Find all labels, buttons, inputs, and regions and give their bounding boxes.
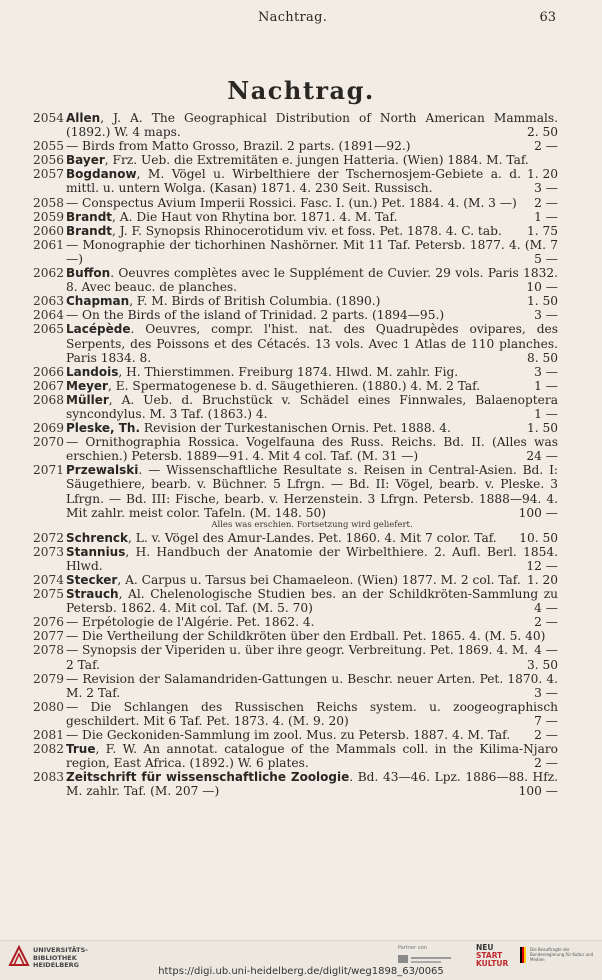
entry-text: , J. F. Synopsis Rhinocerotidum viv. et foss. Pet. 1878. 4. C. tab. [112,223,502,238]
entry-body [66,742,558,770]
entry-body [66,531,558,545]
entry-number: 2061 [33,237,65,252]
entry-author: Landois [66,364,119,379]
university-library-logo-icon [8,945,30,967]
catalogue-entry [0,294,602,308]
entry-price: 1 — [534,209,558,224]
entry-body [66,238,558,266]
entry-price: 3 — [534,181,558,196]
entry-price: 1 — [534,378,558,393]
entry-author: Zeitschrift für wissenschaftliche Zoologie [66,770,350,785]
catalogue-entry [0,421,602,435]
entry-text: . Bd. 43—46. Lpz. 1886—88. Hfz. M. zahlr. Taf. (M. 207 —) [66,770,558,799]
catalogue-entry [0,587,602,615]
entry-number: 2078 [33,643,65,658]
entry-body [66,643,558,671]
entry-text: , A. Ueb. d. Bruchstück v. Schädel eines Finnwales, Balaenoptera syncondylus. M. 3 Taf. (1863.) 4. [66,392,558,421]
entry-text: , J. A. The Geographical Distribution of North American Mammals. (1892.) W. 4 maps. [66,111,558,140]
entry-number: 2065 [33,322,65,337]
catalogue-entry [0,728,602,742]
entry-price: 2. 50 [526,125,558,140]
entry-price: 8. 50 [526,350,558,365]
entry-price: 12 — [526,558,558,573]
entry-body [66,587,558,615]
entry-body [66,421,558,435]
entry-author: Brandt [66,209,113,224]
entry-price: 2 — [534,139,558,154]
entry-text: Revision der Turkestanischen Ornis. Pet. 1888. 4. [140,421,451,436]
entry-author: True [66,742,96,757]
entry-price: 1. 20 [526,573,558,587]
catalogue-entry [0,224,602,238]
entry-body [66,672,558,700]
entry-body [66,770,558,798]
neustart-line3: KULTUR [476,959,509,968]
entry-body [66,615,558,629]
entry-number: 2070 [33,435,65,450]
entry-price: 1. 50 [526,294,558,309]
catalogue-entry [0,308,602,322]
entry-price: 3 — [534,364,558,379]
entry-body [66,573,558,587]
entry-author: Bayer [66,153,105,168]
entry-price: 1. 50 [526,421,558,436]
catalogue-entry [0,111,602,139]
bkm-label: Die Beauftragte der Bundesregierung für Kultur und Medien [530,947,594,962]
entry-text: — On the Birds of the island of Trinidad. 2 parts. (1894—95.) [66,308,445,323]
entry-author: Lacépède [66,322,131,337]
entry-body [66,266,558,294]
catalogue-entry [0,531,602,545]
entry-author: Stannius [66,544,126,559]
entry-body [66,545,558,573]
entry-number: 2081 [33,728,65,743]
entry-text: — Ornithographia Rossica. Vogelfauna des Russ. Reichs. Bd. II. (Alles was erschien.) Petersb. 1889—91. 4. Mit 4 col. Taf. (M. 31 —) [66,435,558,464]
entry-number: 2064 [33,308,65,323]
german-flag-icon [520,947,527,963]
source-url[interactable]: https://digi.ub.uni-heidelberg.de/diglit/weg1898_63/0065 [158,966,444,977]
entry-price: 2 — [534,615,558,630]
entry-number: 2062 [33,266,65,281]
partner-logo-icon [398,952,454,966]
catalogue-entry [0,435,602,463]
entry-price: 7 — [534,713,558,728]
catalogue-entry [0,615,602,629]
entry-text: — Synopsis der Viperiden u. über ihre geogr. Verbreitung. Pet. 1869. 4. M. 2 Taf. [66,643,529,672]
entry-number: 2069 [33,421,65,436]
catalogue-entry [0,643,602,671]
catalogue-entry [0,463,602,519]
entry-price: 2 — [534,728,558,743]
entry-text: , L. v. Vögel des Amur-Landes. Pet. 1860. 4. Mit 7 color. Taf. [128,530,497,545]
entry-body [66,463,558,519]
catalogue-entry [0,196,602,210]
entry-body [66,111,558,139]
entry-text: — Birds from Matto Grosso, Brazil. 2 parts. (1891—92.) [66,139,411,154]
entry-author: Buffon [66,266,111,281]
entry-text: , H. Handbuch der Anatomie der Wirbelthiere. 2. Aufl. Berl. 1854. Hlwd. [66,544,558,573]
catalogue-entry [0,167,602,195]
entry-text: , Frz. Ueb. die Extremitäten e. jungen Hatteria. (Wien) 1884. M. Taf. [104,153,529,168]
entry-body [66,365,558,379]
catalogue-entry [0,770,602,798]
entry-number: 2082 [33,742,65,757]
entry-price: 24 — [526,449,558,464]
entry-author: Pleske, Th. [66,421,141,436]
partner-label: Partner von [398,945,427,951]
entry-author: Schrenck [66,530,128,545]
entry-author: Allen [66,111,101,125]
catalogue-entry [0,238,602,266]
catalogue-entry [0,573,602,587]
page-header [0,10,602,30]
entry-text: — Die Geckoniden-Sammlung im zool. Mus. zu Petersb. 1887. 4. M. Taf. [66,728,511,743]
entry-number: 2056 [33,153,65,168]
catalogue-entry [0,322,602,364]
catalogue-entry [0,139,602,153]
entry-number: 2075 [33,587,65,602]
entry-text: — Conspectus Avium Imperii Rossici. Fasc. I. (un.) Pet. 1884. 4. (M. 3 —) [66,195,517,210]
viewer-footer [0,940,602,980]
entry-author: Bogdanow [66,167,137,182]
entry-body [66,379,558,393]
entry-note: Alles was erschien. Fortsetzung wird geliefert. [211,519,413,530]
entry-number: 2057 [33,167,65,182]
entry-text: — Erpétologie de l'Algérie. Pet. 1862. 4. [66,615,315,630]
catalogue-entry [0,545,602,573]
entry-text: , E. Spermatogenese b. d. Säugethieren. (1880.) 4. M. 2 Taf. [107,378,481,393]
page-number: 63 [539,10,556,25]
entry-text: . Oeuvres, compr. l'hist. nat. des Quadrupèdes ovipares, des Serpents, des Poissons et des Cétacés. 13 vols. Avec 1 Atlas de 110 planches. Paris 1834. 8. [66,322,558,365]
entry-price: 2 — [534,756,558,771]
entry-author: Meyer [66,378,108,393]
entry-body [66,700,558,728]
entry-number: 2077 [33,629,65,644]
entry-body [66,308,558,322]
neustart-line2: START [476,951,503,960]
catalogue-entry [0,379,602,393]
entry-price: 10 — [526,280,558,295]
entry-author: Brandt [66,223,113,238]
entry-text: , A. Carpus u. Tarsus bei Chamaeleon. (Wien) 1877. M. 2 col. Taf. [117,573,521,587]
entry-number: 2079 [33,671,65,686]
entry-price: 4 — [534,601,558,616]
entry-number: 2067 [33,378,65,393]
catalogue-entry [0,393,602,421]
entry-author: Chapman [66,294,130,309]
entry-text: , F. W. An annotat. catalogue of the Mammals coll. in the Kilima-Njaro region, East Africa. (1892.) W. 6 plates. [66,742,558,771]
entry-text: — Revision der Salamandriden-Gattungen u. Beschr. neuer Arten. Pet. 1870. 4. M. 2 Taf. [66,671,558,700]
entry-price: 1. 75 [526,223,558,238]
catalogue-entry [0,210,602,224]
entry-text: , F. M. Birds of British Columbia. (1890.) [129,294,381,309]
catalogue-entry [0,742,602,770]
entry-body [66,210,558,224]
entry-body [66,224,558,238]
entry-body [66,167,558,195]
entry-number: 2059 [33,209,65,224]
entry-number: 2066 [33,364,65,379]
entry-price: 1 — [534,406,558,421]
entry-price: 3. 50 [526,657,558,672]
entry-body [66,196,558,210]
section-title: Nachtrag. [227,76,375,105]
entry-body [66,435,558,463]
catalogue-entries [0,111,602,799]
entry-text: . Oeuvres complètes avec le Supplément de Cuvier. 29 vols. Paris 1832. 8. Avec beauc. de planches. [66,266,558,295]
catalogue-entry [0,365,602,379]
entry-number: 2083 [33,770,65,785]
entry-price: 100 — [518,784,558,799]
entry-text: — Die Vertheilung der Schildkröten über den Erdball. Pet. 1865. 4. (M. 5. 40) [66,629,546,644]
entry-number: 2080 [33,699,65,714]
entry-number: 2071 [33,463,65,478]
entry-number: 2058 [33,195,65,210]
entry-price: 5 — [534,251,558,266]
entry-body [66,393,558,421]
entry-text: , H. Thierstimmen. Freiburg 1874. Hlwd. M. zahlr. Fig. [118,364,459,379]
entry-author: Strauch [66,587,119,602]
entry-text: . — Wissenschaftliche Resultate s. Reisen in Central-Asien. Bd. I: Säugethiere, bearb. v. Büchner. 5 Lfrgn. — Bd. II: Vögel, bearb. v. Pleske. 3 Lfrgn. — Bd. III: Fische, bearb. v. Herzenstein. 3 Lfrgn. Petersb. 1888—94. 4. Mit zahlr. meist color. Tafeln. (M. 148. 50) [66,463,558,520]
entry-number: 2063 [33,294,65,309]
running-head: Nachtrag. [258,10,328,25]
entry-price: 2 — [534,195,558,210]
entry-number: 2055 [33,139,65,154]
catalogue-entry [0,672,602,700]
entry-author: Stecker [66,573,118,587]
neustart-kultur-logo [476,944,508,968]
library-name: UNIVERSITÄTS- BIBLIOTHEK HEIDELBERG [33,946,88,969]
neustart-line1: NEU [476,943,494,952]
entry-number: 2072 [33,530,65,545]
entry-author: Przewalski [66,463,139,478]
entry-author: Müller [66,392,109,407]
entry-price: 3 — [534,685,558,700]
entry-body [66,139,558,153]
entry-price: 1. 20 [526,167,558,182]
entry-text: , M. Vögel u. Wirbelthiere der Tschernosjem-Gebiete a. d. mittl. u. untern Wolga. (Kasan) 1871. 4. 230 Seit. Russisch. [66,167,521,196]
entry-body [66,322,558,364]
entry-number: 2076 [33,615,65,630]
entry-number: 2054 [33,111,65,125]
entry-price: 4 — [534,643,558,658]
entry-text: , Al. Chelenologische Studien bes. an der Schildkröten-Sammlung zu Petersb. 1862. 4. Mit col. Taf. (M. 5. 70) [66,587,558,616]
entry-text: , A. Die Haut von Rhytina bor. 1871. 4. M. Taf. [112,209,398,224]
entry-price: 100 — [518,505,558,520]
entry-number: 2074 [33,573,65,587]
catalogue-entry [0,700,602,728]
entry-number: 2073 [33,544,65,559]
entry-number: 2068 [33,392,65,407]
catalogue-entry [0,266,602,294]
entry-price: 3 — [534,308,558,323]
entry-text: — Die Schlangen des Russischen Reichs system. u. zoogeographisch geschildert. Mit 6 Taf. Pet. 1873. 4. (M. 9. 20) [66,699,558,728]
entry-body [66,294,558,308]
entry-price: 10. 50 [519,530,558,545]
entry-number: 2060 [33,223,65,238]
entry-body [66,728,558,742]
entry-text: — Monographie der tichorhinen Nashörner. Mit 11 Taf. Petersb. 1877. 4. (M. 7 —) [66,237,558,266]
